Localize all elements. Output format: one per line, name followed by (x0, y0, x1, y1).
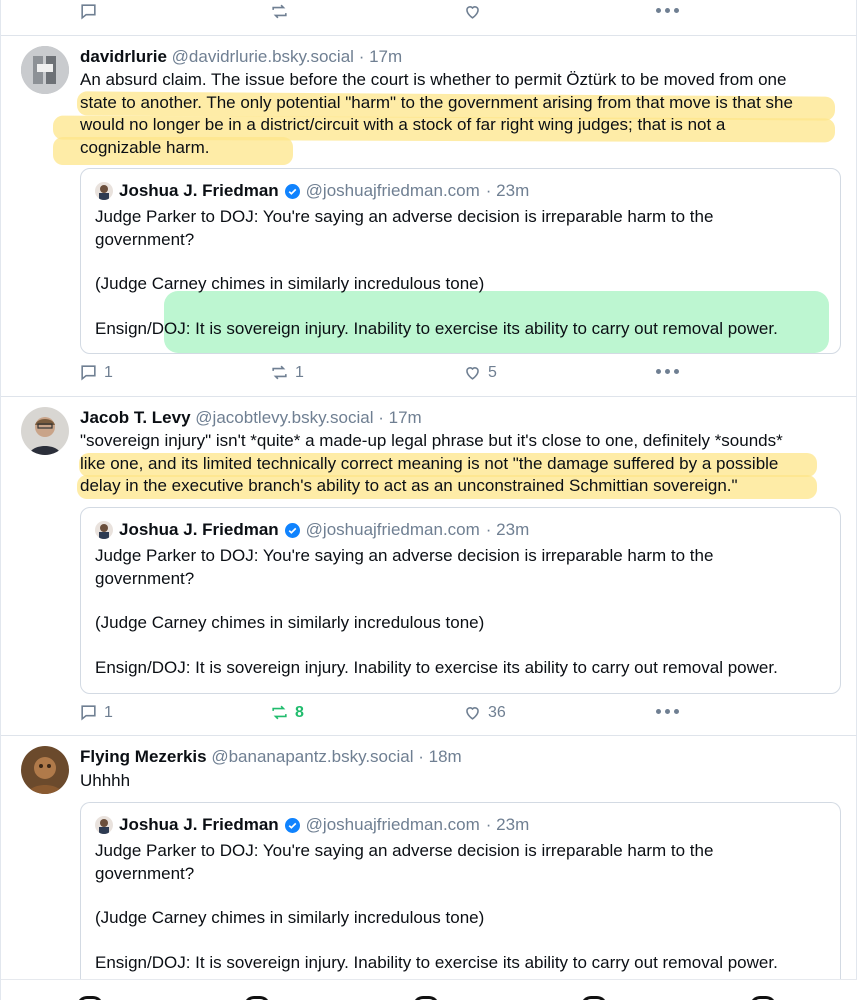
author-handle[interactable]: @davidrlurie.bsky.social (171, 47, 354, 66)
like-button[interactable] (463, 363, 497, 382)
more-button[interactable] (656, 369, 679, 374)
bottom-nav (1, 979, 857, 1000)
profile-icon[interactable] (750, 996, 776, 1000)
post-text (80, 430, 840, 498)
reply-icon (79, 2, 98, 21)
more-button[interactable] (656, 709, 679, 714)
more-icon (656, 369, 661, 374)
reply-icon (79, 363, 98, 382)
quote-avatar (95, 816, 113, 834)
post-text-line: would no longer be in a district/circuit with a stock of far right wing judges; that is not a (80, 115, 726, 134)
author-handle[interactable]: @jacobtlevy.bsky.social (195, 408, 374, 427)
feed-post[interactable] (1, 36, 857, 396)
post-actions (1, 363, 857, 387)
repost-count: 8 (295, 703, 304, 721)
quote-avatar (95, 182, 113, 200)
quote-text-line: government? (95, 229, 195, 249)
post-time[interactable]: · 17m (378, 408, 422, 427)
quote-text-line: (Judge Carney chimes in similarly incredulous tone) (95, 613, 485, 632)
like-icon (463, 703, 482, 722)
quote-header (95, 181, 529, 201)
quote-author-name: Joshua J. Friedman (119, 181, 279, 200)
quote-text-line: Judge Parker to DOJ: You're saying an adverse decision is irreparable harm to the (95, 841, 714, 860)
post-text-line: Uhhhh (80, 771, 131, 790)
author-name[interactable]: Jacob T. Levy (80, 408, 191, 427)
repost-button[interactable] (270, 363, 304, 382)
post-text-line: "sovereign injury" isn't *quite* a made-up legal phrase but it's close to one, definitely *sounds* (80, 431, 783, 450)
quote-author-handle: @joshuajfriedman.com (305, 520, 480, 539)
feed-post[interactable] (1, 397, 857, 735)
quote-author-name: Joshua J. Friedman (119, 520, 279, 539)
quote-text-line: government? (95, 863, 195, 883)
reply-button[interactable] (79, 363, 113, 382)
repost-icon (270, 703, 289, 722)
post-text (80, 770, 840, 793)
verified-badge-icon (285, 523, 300, 538)
reply-button[interactable] (79, 703, 113, 722)
quote-text (95, 545, 830, 679)
like-button[interactable] (463, 703, 506, 722)
more-button[interactable] (656, 8, 679, 13)
quote-text-line: Ensign/DOJ: It is sovereign injury. Inability to exercise its ability to carry out removal power. (95, 657, 778, 677)
post-text-line: delay in the executive branch's ability to act as an unconstrained Schmittian sovereign." (80, 476, 738, 495)
author-name[interactable]: davidrlurie (80, 47, 167, 66)
like-button[interactable] (463, 2, 482, 21)
quote-author-handle: @joshuajfriedman.com (305, 181, 480, 200)
quote-text-line: Judge Parker to DOJ: You're saying an adverse decision is irreparable harm to the (95, 207, 714, 226)
avatar[interactable] (21, 407, 69, 455)
post-text-line: state to another. The only potential "harm" to the government arising from that move is that she (80, 92, 793, 112)
reply-count: 1 (104, 703, 113, 721)
repost-button[interactable] (270, 2, 289, 21)
notifications-icon[interactable] (581, 996, 607, 1000)
post-time[interactable]: · 18m (418, 747, 462, 766)
author-name[interactable]: Flying Mezerkis (80, 747, 207, 766)
more-icon (656, 709, 661, 714)
search-icon[interactable] (244, 996, 270, 1000)
post-header (80, 47, 402, 67)
avatar[interactable] (21, 46, 69, 94)
quote-text-line: Judge Parker to DOJ: You're saying an adverse decision is irreparable harm to the (95, 546, 714, 565)
quote-header (95, 520, 529, 540)
repost-icon (270, 363, 289, 382)
repost-button[interactable] (270, 703, 304, 722)
like-icon (463, 363, 482, 382)
quote-text-line: (Judge Carney chimes in similarly incredulous tone) (95, 274, 485, 293)
verified-badge-icon (285, 818, 300, 833)
quote-text-line: government? (95, 568, 195, 588)
quote-time: · 23m (485, 181, 530, 200)
reply-count: 1 (104, 363, 113, 381)
post-text-line: like one, and its limited technically correct meaning is not "the damage suffered by a possible (80, 453, 779, 473)
avatar[interactable] (21, 746, 69, 794)
quote-text-line: Ensign/DOJ: It is sovereign injury. Inability to exercise its ability to carry out removal power. (95, 318, 778, 338)
post-header (80, 408, 422, 428)
reply-button[interactable] (79, 2, 104, 21)
quote-time: · 23m (485, 520, 530, 539)
quoted-post[interactable] (80, 507, 841, 694)
reply-icon (79, 703, 98, 722)
post-actions-top (1, 2, 857, 26)
quote-text-line: Ensign/DOJ: It is sovereign injury. Inability to exercise its ability to carry out removal power. (95, 952, 778, 972)
post-time[interactable]: · 17m (358, 47, 403, 66)
repost-count: 1 (295, 363, 304, 381)
post-header (80, 747, 462, 767)
home-icon[interactable] (77, 996, 103, 1000)
post-text-line: cognizable harm. (80, 137, 210, 157)
post-actions (1, 703, 857, 727)
like-count: 5 (488, 363, 497, 381)
messages-icon[interactable] (413, 996, 439, 1000)
quote-avatar (95, 521, 113, 539)
quote-text (95, 206, 830, 340)
quote-time: · 23m (485, 815, 530, 834)
quoted-post[interactable] (80, 168, 841, 354)
verified-badge-icon (285, 184, 300, 199)
feed-post[interactable] (1, 736, 857, 979)
quoted-post[interactable] (80, 802, 841, 1000)
repost-icon (270, 2, 289, 21)
quote-header (95, 815, 529, 835)
post-text (80, 69, 840, 159)
more-icon (656, 8, 661, 13)
like-count: 36 (488, 703, 506, 721)
quote-author-name: Joshua J. Friedman (119, 815, 279, 834)
quote-text (95, 840, 830, 974)
quote-author-handle: @joshuajfriedman.com (305, 815, 480, 834)
author-handle[interactable]: @bananapantz.bsky.social (211, 747, 414, 766)
post-text-line: An absurd claim. The issue before the court is whether to permit Öztürk to be moved from one (80, 70, 787, 89)
quote-text-line: (Judge Carney chimes in similarly incredulous tone) (95, 908, 485, 927)
like-icon (463, 2, 482, 21)
